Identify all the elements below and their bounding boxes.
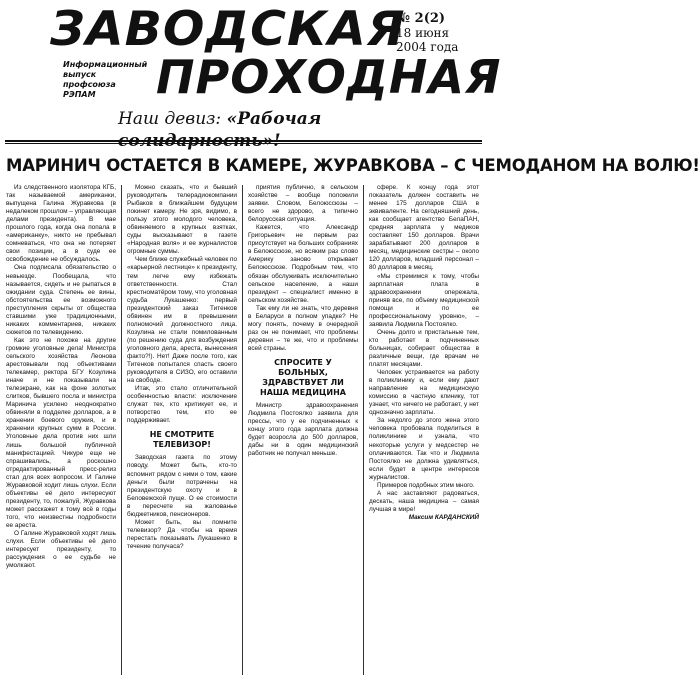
- article-column-2: [127, 184, 237, 676]
- issue-year: 2004 года: [396, 40, 459, 54]
- issue-info: [396, 12, 458, 54]
- paragraph: Она подписала обязательство о невыезде. Пообещала, что называется, сидеть и не рыпаться в ожидании суда. Степень ее вины, обстоятельства ее возможного преступления скрыты от общества ставшими уже традиционными, никаких комментариев, никаких сюжетов по телевидению.: [6, 264, 116, 336]
- top-rule-thin: [5, 143, 482, 144]
- column-divider: [242, 185, 243, 675]
- column-divider: [363, 185, 364, 675]
- issue-number: № 2(2): [396, 11, 446, 26]
- paragraph: О Галине Журавковой ходят лишь слухи. Если объективы её дело интересует президенту, то рассуждения о ее судьбе не умолкают.: [6, 530, 116, 570]
- paragraph: Заводская газета по этому поводу. Может быть, кто-то вспомнит рядом с ними о том, какие деньги были потрачены на президентскую охоту и в Беловежской пуще. О ее стоимости в пересчете на жалованье бюджетников, пенсионеров.: [127, 454, 237, 518]
- top-rule: [5, 140, 482, 142]
- issue-date: 18 июня: [396, 26, 450, 40]
- paragraph: Как это не похоже на другие громкие уголовные дела! Министра сельского хозяйства Леонова арестовывали под объективами телекамер, ректора БГУ Козулина иначе и не показывали на телеэкране, как на фоне золотых слитков, бывшего посла и министра Маринича усилено неоднократно обвиняли в подделке долларов, а в хранении боевого оружия, и в хранении крупных сумм в России. Уголовные дела против них шли лишь большой публичной манифестацией. Чикуре еще не спрашивались, а роскошно отредактированный пресс-релиз стал для всех вопросом. И Галине Журавковой ходит лишь слухи. Если объективы её дело интересуют президенту, то, пожалуй, Журавкова может расскажет к тому всё в годы того, что неизвестны подробности ее ареста.: [6, 336, 116, 529]
- subheading: СПРОСИТЕ У БОЛЬНЫХ, ЗДРАВСТВУЕТ ЛИ НАША МЕДИЦИНА: [260, 357, 346, 397]
- motto-prefix: Наш девиз:: [118, 109, 227, 129]
- paragraph: Примеров подобных этим много.: [377, 481, 475, 489]
- paragraph: Из следственного изолятора КГБ, так называемой американки, выпущена Галина Журавкова (в недалеком прошлом – управляющая делами президента). В мае прошлого года, когда она попала в «американку», никто не пребывал сомневаться, что она не потеряет свои позиции, а в суде ее освобождение не обсуждалось.: [6, 184, 116, 264]
- publisher-info-line: РЭПАМ: [63, 90, 96, 99]
- paragraph: Итак, это стало отличительной особенностью власти: исключение служат тех, кто критикует ее, и потворство тем, кто ее поддерживает.: [127, 385, 237, 425]
- paragraph: «Мы стремимся к тому, чтобы зарплатная плата в здравоохранении опережала, приняв все, по объему медицинской помощи и по ее профессиональному уровню», – заявила Людмила Постоялко.: [369, 272, 479, 328]
- paragraph: Чем ближе служебный человек по «карьерной лестнице» к президенту, тем легче ему избежать ответственности. Стал крестноматёром тому, что уголовная судьба Лукашенко: первый президентский заказ Титенков обвинен им в превышении полномочий должностного лица. Козулина не стали помилованным (по решению суда для возбуждения уголовного дела, ареста, вынесения факто?!). Нет! Даже после того, как Титенков попытался спасть своего руководителя в СИЗО, его оставили на свободе.: [127, 256, 237, 385]
- paragraph: Министр здравоохранения Людмила Постоялко заявила для прессы, что у ее подчиненных к концу этого года зарплата должна будет возросла до 500 долларов, дабы ни в один медицинский работник не получал меньше.: [248, 401, 358, 458]
- paragraph: За недолго до этого жена этого человека пробовала поделиться в поликлинике и узнала, что некоторые услуги у медсестер не оплачиваются. Так что и Людмила Постоялко не должна удивляться, если будет в центре интересов журналистов.: [369, 417, 479, 481]
- publisher-info: [63, 60, 158, 100]
- article-column-4: [369, 184, 479, 676]
- paragraph: Так ему ли не знать, что деревня в Беларуси в полном упадке? Не могу понять, почему в очередной раз он не понимает, что проблемы деревни – те же, что и проблемы всей страны.: [248, 304, 358, 352]
- paragraph: Кажется, что Александр Григорьевич не первым раз присутствует на больших собраниях в Белоюссюзе, но всяким раз слово Америку заново открывает Белоюссюзе. Подробным тем, что обязан обслуживать исключительно сельское население, а наши президент – специалист именно в сельском хозяйстве.: [248, 224, 358, 304]
- paragraph: Человек устраивается на работу в поликлинику и, если ему дают направление на медицинскую комиссию в частную клинику, тот узнает, что ничего не работает, у нет однозначно зарплаты.: [369, 369, 479, 417]
- masthead: [0, 0, 502, 148]
- publisher-info-line: профсоюза: [63, 80, 116, 89]
- paragraph: сфере. К концу года этот показатель должен составить не менее 175 долларов США в эквиваленте. На сегодняшний день, как сообщает агентство БелаПАН, средняя зарплата у медиков составляет 150 долларов. Врачи зарабатывают 200 долларов в месяц, медицинские сестры – около 120 долларов, младший персонал – 80 долларов в месяц.: [369, 184, 479, 272]
- article-headline: МАРИНИЧ ОСТАЕТСЯ В КАМЕРЕ, ЖУРАВКОВА – С ЧЕМОДАНОМ НА ВОЛЮ!: [6, 156, 700, 175]
- newspaper-title-line2: ПРОХОДНАЯ: [156, 50, 502, 104]
- column-divider: [121, 185, 122, 675]
- publisher-info-line: Информационный: [63, 60, 148, 69]
- paragraph: А нас заставляют радоваться, дескать, наша медицина – самая лучшая в мире!: [369, 489, 479, 513]
- motto-text: «Рабочая: [226, 109, 322, 129]
- author-signature: Максим КАРДАНСКИЙ: [408, 513, 479, 521]
- article-column-1: [6, 184, 116, 676]
- paragraph: Может быть, вы помните телевизор? Да чтобы на время перестать показывать Лукашенко в течение получаса?: [127, 518, 237, 550]
- paragraph: Очень долго и пристальные тем, кто работает в подчиненных больницах, собирает общества в различные вещи, где врачам не платят месяцами.: [369, 328, 479, 369]
- paragraph: приятия публично, в сельском хозяйстве – вообще положили заявки. Словом, Белоюссюзы – всего не здорово, а типично белорусская ситуация.: [248, 184, 358, 224]
- article-column-3: [248, 184, 358, 676]
- publisher-info-line: выпуск: [63, 70, 97, 79]
- subheading: НЕ СМОТРИТЕ ТЕЛЕВИЗОР!: [149, 430, 215, 450]
- newspaper-title-line1: ЗАВОДСКАЯ: [50, 2, 406, 57]
- motto: [118, 108, 487, 152]
- paragraph: Можно сказать, что и бывший руководитель телерадиокомпании Рыбаков в ближайшем будущем покинет камеру. Не зря, видимо, в пользу этого молодого человека, обвиняемого в крупных взятках, суды высказывают в газете «Народная воля» и ее журналистов огромные суммы.: [127, 184, 237, 256]
